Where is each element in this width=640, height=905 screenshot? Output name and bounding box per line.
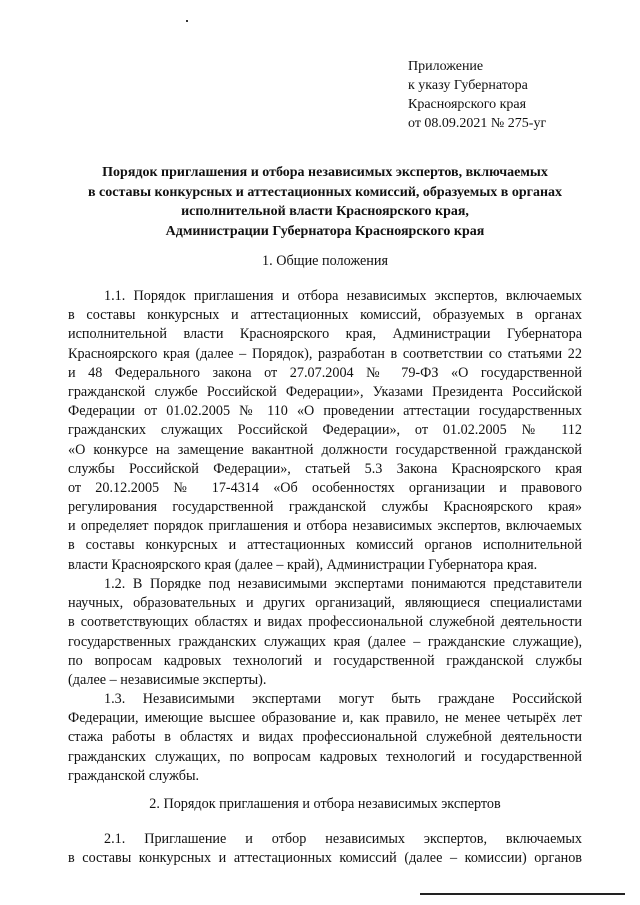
text-line: научных, образовательных и других организаций, являющиеся специалистами xyxy=(68,595,582,612)
document-title xyxy=(60,163,590,241)
text-line: в составы конкурсных и аттестационных комиссий, образуемых в органах xyxy=(68,307,582,324)
text-line: Федерации от 01.02.2005 № 110 «О проведении аттестации государственных xyxy=(68,403,582,420)
text-line: гражданской службы. xyxy=(68,767,200,784)
text-line: и 48 Федерального закона от 27.07.2004 № 79-ФЗ «О государственной xyxy=(68,364,582,381)
paragraph-2-1 xyxy=(68,830,582,868)
text-line: в составы конкурсных и аттестационных комиссий (далее – комиссии) органов xyxy=(68,850,582,867)
text-line: стажа работы в областях и видах профессиональной служебной деятельности xyxy=(68,729,582,746)
text-line: государственных гражданских служащих края (далее – гражданские служащие), xyxy=(68,633,582,650)
title-line: Порядок приглашения и отбора независимых экспертов, включаемых xyxy=(102,165,548,180)
title-line: в составы конкурсных и аттестационных комиссий, образуемых в органах xyxy=(87,184,563,200)
text-line: по вопросам кадровых технологий и государственной гражданской службы xyxy=(68,652,582,669)
scan-mark xyxy=(186,20,188,22)
text-line: гражданских служащих Российской Федерации», от 01.02.2005 № 112 xyxy=(68,422,582,439)
text-line: от 20.12.2005 № 17-4314 «Об особенностях организации и правового xyxy=(68,479,582,496)
section-1-heading: 1. Общие положения xyxy=(262,253,388,269)
paragraph-1-1 xyxy=(68,287,582,575)
text-line: в соответствующих областях и видах профессиональной служебной деятельности xyxy=(68,614,582,631)
title-line: Администрации Губернатора Красноярского края xyxy=(165,223,485,239)
text-line: 2.1. Приглашение и отбор независимых экспертов, включаемых xyxy=(104,831,582,847)
paragraph-1-2 xyxy=(68,575,582,690)
text-line: в составы конкурсных и аттестационных комиссий органов исполнительной xyxy=(68,537,582,554)
section-2-heading: 2. Порядок приглашения и отбора независимых экспертов xyxy=(149,796,501,812)
appendix-line: Приложение xyxy=(408,59,484,74)
text-line: власти Красноярского края (далее – край), Администрации Губернатора края. xyxy=(68,556,538,573)
appendix-line: Красноярского края xyxy=(408,97,527,112)
text-line: (далее – независимые эксперты). xyxy=(68,671,267,688)
bottom-rule xyxy=(420,893,625,895)
text-line: и определяет порядок приглашения и отбора независимых экспертов, включаемых xyxy=(68,518,582,535)
text-line: Федерации, имеющие высшее образование и, как правило, не менее четырёх лет xyxy=(68,710,582,727)
text-line: гражданской службе Российской Федерации», Указами Президента Российской xyxy=(68,383,582,400)
paragraph-1-3 xyxy=(68,690,582,786)
text-line: исполнительной власти Красноярского края, Администрации Губернатора xyxy=(68,326,582,343)
appendix-line: от 08.09.2021 № 275-уг xyxy=(408,116,547,131)
text-line: службы Российской Федерации», статьей 5.3 Закона Красноярского края xyxy=(68,460,582,477)
appendix-line: к указу Губернатора xyxy=(408,78,528,93)
text-line: 1.2. В Порядке под независимыми экспертами понимаются представители xyxy=(104,576,582,592)
text-line: 1.3. Независимыми экспертами могут быть граждане Российской xyxy=(104,691,582,707)
title-line: исполнительной власти Красноярского края, xyxy=(181,204,469,219)
appendix-block xyxy=(408,57,618,133)
text-line: 1.1. Порядок приглашения и отбора независимых экспертов, включаемых xyxy=(104,288,582,304)
text-line: Красноярского края (далее – Порядок), разработан в соответствии со статьями 22 xyxy=(68,345,582,362)
text-line: гражданских служащих, по вопросам кадровых технологий и государственной xyxy=(68,748,582,765)
text-line: регулирования государственной гражданской службы Красноярского края» xyxy=(68,499,582,516)
text-line: «О конкурсе на замещение вакантной должности государственной гражданской xyxy=(68,441,582,458)
